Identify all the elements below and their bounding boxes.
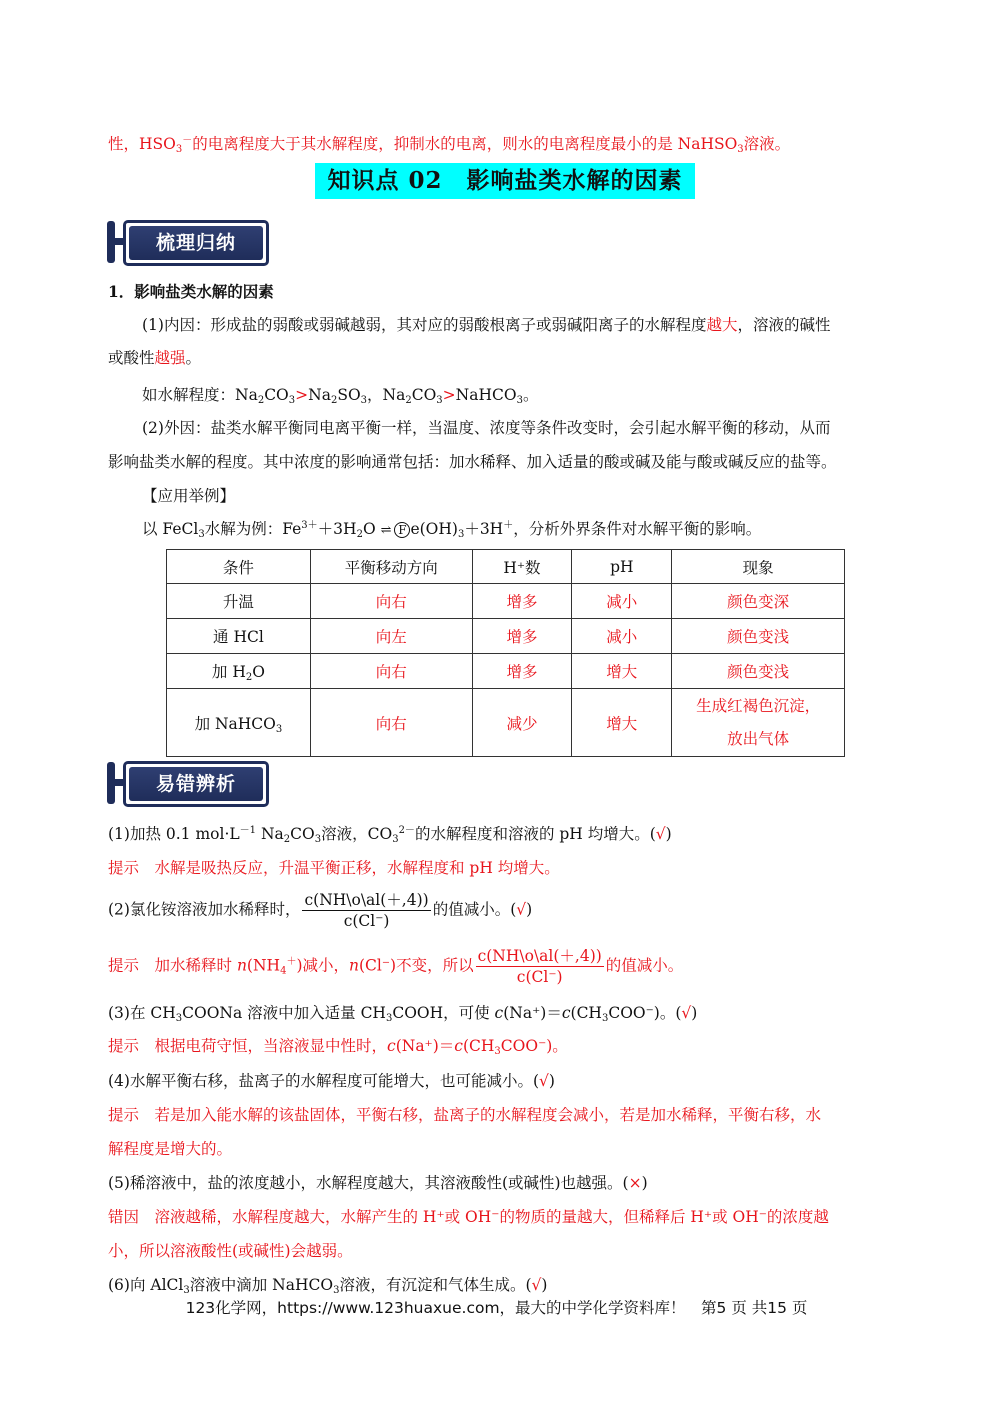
header-cell: 条件 [167,550,311,584]
application-label: 【应用举例】 [142,487,236,505]
question-4: (4)水解平衡右移，盐离子的水解程度可能增大，也可能减小。(√) [108,1072,555,1090]
inner-factor-line1: (1)内因：形成盐的弱酸或弱碱越弱，其对应的弱酸根离子或弱碱阳离子的水解程度越大，溶液的碱性 [142,316,831,334]
header-cell: pH [572,550,672,584]
badge-summary [107,218,267,266]
circled-letter: F [394,522,410,538]
hydrolysis-example: 如水解程度：$Na_2CO_3>Na_2SO_3$，$Na_2CO_3>NaHCO_3$。 [142,386,539,406]
continuation-line: 性，$HSO_3^-$的电离程度大于其水解程度，抑制水的电离，则水的电离程度最小的是 NaHSO$_3$溶液。 [108,135,791,155]
answer-mark: × [628,1174,642,1192]
equilibrium-table [166,549,845,757]
table-row: 升温 向右 增多 减小 颜色变深 [167,584,845,619]
error-reason-line1: 错因 溶液越稀，水解程度越大，水解产生的 H⁺或 OH⁻的物质的量越大，但稀释后 H⁺或 OH⁻的浓度越 [108,1208,829,1226]
badge-summary-label: 梳理归纳 [129,226,263,260]
question-1: (1)加热 0.1 $mol\cdot L^{-1}$ $Na_2CO_3$溶液，$CO_3^{2-}$的水解程度和溶液的 pH 均增大。(√) [108,825,672,845]
hint-1: 提示 水解是吸热反应，升温平衡正移，水解程度和 pH 均增大。 [108,859,560,877]
fraction: $\frac{c(NH\backslash o\backslash al(+,4))}{c(Cl^-)}$ [304,891,429,930]
outer-factor-line1: (2)外因：盐类水解平衡同电离平衡一样，当温度、浓度等条件改变时，会引起水解平衡的移动，从而 [142,419,831,437]
question-3: (3)在 $CH_3COONa$ 溶液中加入适量 $CH_3COOH$，可使 $c(Na^+)=c(CH_3COO^-)$。(√) [108,1004,698,1024]
badge-errors-label: 易错辨析 [129,767,263,801]
answer-mark: √ [516,900,527,919]
badge-errors [107,759,267,807]
answer-mark: √ [681,1004,692,1022]
table-header-row [167,550,845,584]
hint-4-line2: 解程度是增大的。 [108,1140,233,1158]
answer-mark: √ [655,825,666,843]
answer-mark: √ [539,1072,549,1090]
table-row: 加 NaHCO$_3$ 向右 减少 增大 生成红褐色沉淀， 放出气体 [167,689,845,757]
header-cell: 平衡移动方向 [310,550,472,584]
hint-4-line1: 提示 若是加入能水解的该盐固体，平衡右移，盐离子的水解程度会减小，若是加水稀释，平衡右移，水 [108,1106,822,1124]
question-2: (2)氯化铵溶液加水稀释时， $\frac{c(NH\backslash o\backslash al(+,4))}{c(Cl^-)}$ 的值减小。(√) [108,891,533,930]
table-row: 加 $H_2O$ 向右 增多 增大 颜色变浅 [167,654,845,689]
equilibrium-arrow-icon: ⇌ [380,523,392,538]
page-footer: 123化学网，https://www.123huaxue.com，最大的中学化学资料库！ 第5 页 共15 页 [185,1299,808,1317]
outer-factor-line2: 影响盐类水解的程度。其中浓度的影响通常包括：加水稀释、加入适量的酸或碱及能与酸或碱反应的盐等。 [108,453,837,471]
table-row: 通 HCl 向左 增多 减小 颜色变浅 [167,619,845,654]
hint-3: 提示 根据电荷守恒，当溶液显中性时，$c(Na^+)=c(CH_3COO^-)$。 [108,1037,568,1057]
inner-factor-line2: 或酸性越强。 [108,349,202,367]
hint-2: 提示 加水稀释时 $n(NH_4^+)$减小，n(Cl⁻)不变，所以 $\frac{c(NH\backslash o\backslash al(+,4))}{c(Cl^-)}$ 的值减小。 [108,947,684,986]
fecl3-equation: 以 FeCl$_3$水解为例：$Fe^{3+}+3H_2O$ ⇌ F $e(OH)_3+3H^+$，分析外界条件对水解平衡的影响。 [142,520,762,540]
header-cell: H⁺数 [472,550,572,584]
question-5: (5)稀溶液中，盐的浓度越小，水解程度越大，其溶液酸性(或碱性)也越强。(×) [108,1174,648,1192]
section-title: 知识点 02 影响盐类水解的因素 [315,163,695,199]
answer-mark: √ [531,1276,542,1294]
error-reason-line2: 小，所以溶液酸性(或碱性)会越弱。 [108,1242,353,1260]
fraction: $\frac{c(NH\backslash o\backslash al(+,4))}{c(Cl^-)}$ [477,947,602,986]
question-6: (6)向 AlCl$_3$溶液中滴加 NaHCO$_3$溶液，有沉淀和气体生成。(√) [108,1276,548,1296]
header-cell: 现象 [672,550,845,584]
subsection-heading: 1．影响盐类水解的因素 [108,282,274,301]
